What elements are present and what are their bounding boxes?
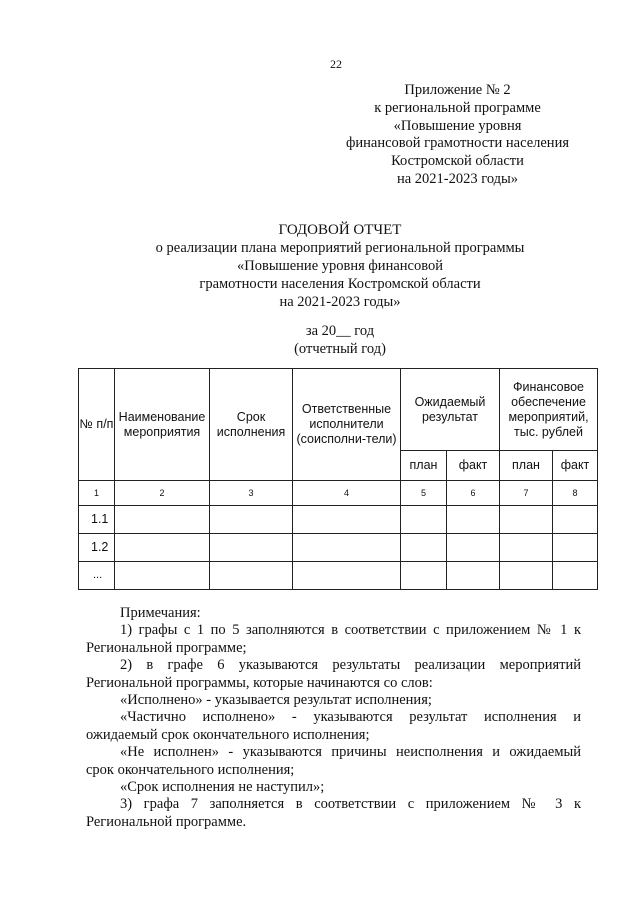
header-expected-fact: факт bbox=[447, 451, 500, 481]
column-number: 2 bbox=[115, 481, 210, 506]
period-line: за 20__ год bbox=[305, 323, 375, 339]
table-cell bbox=[401, 506, 447, 534]
report-subtitle-line: грамотности населения Костромской области bbox=[199, 276, 481, 292]
report-main-title: ГОДОВОЙ ОТЧЕТ bbox=[278, 222, 402, 238]
appendix-line: финансовой грамотности населения bbox=[345, 135, 569, 152]
note-line: 1) графы с 1 по 5 заполняются в соответствии с приложением № 1 к bbox=[120, 622, 581, 639]
table-cell bbox=[447, 506, 500, 534]
row-number: 1.1 bbox=[79, 506, 115, 534]
header-num: № п/п bbox=[79, 369, 115, 481]
table-cell bbox=[115, 506, 210, 534]
table-cell bbox=[210, 506, 293, 534]
note-line: «Срок исполнения не наступил»; bbox=[120, 779, 325, 796]
notes-section bbox=[86, 605, 581, 831]
table-cell bbox=[447, 534, 500, 562]
table-row bbox=[79, 534, 598, 562]
header-finance: Финансовое обеспечение мероприятий, тыс. рублей bbox=[500, 369, 598, 451]
table-cell bbox=[401, 562, 447, 590]
note-line: 3) графа 7 заполняется в соответствии с приложением № 3 к bbox=[120, 796, 581, 813]
header-executors: Ответственные исполнители (соисполни-тели) bbox=[293, 369, 401, 481]
table-cell bbox=[210, 534, 293, 562]
note-line: срок окончательного исполнения; bbox=[86, 761, 295, 778]
column-number: 5 bbox=[401, 481, 447, 506]
column-number: 3 bbox=[210, 481, 293, 506]
note-line: ожидаемый срок окончательного исполнения; bbox=[86, 726, 370, 743]
row-number: ... bbox=[79, 562, 115, 590]
table-cell bbox=[210, 562, 293, 590]
note-line: Региональной программе; bbox=[86, 639, 247, 656]
header-term: Срок исполнения bbox=[210, 369, 293, 481]
table-cell bbox=[553, 534, 598, 562]
note-line: «Исполнено» - указывается результат исполнения; bbox=[120, 692, 432, 709]
table-cell bbox=[115, 562, 210, 590]
page-number: 22 bbox=[330, 57, 342, 71]
column-number: 6 bbox=[447, 481, 500, 506]
table-cell bbox=[115, 534, 210, 562]
note-line: 2) в графе 6 указываются результаты реализации мероприятий bbox=[120, 657, 581, 674]
table-cell bbox=[293, 562, 401, 590]
header-finance-fact: факт bbox=[553, 451, 598, 481]
column-number: 7 bbox=[500, 481, 553, 506]
table-row bbox=[79, 562, 598, 590]
notes-heading: Примечания: bbox=[120, 605, 201, 621]
appendix-line: Костромской области bbox=[391, 153, 524, 170]
table-cell bbox=[500, 562, 553, 590]
report-subtitle-line: о реализации плана мероприятий региональной программы bbox=[155, 240, 525, 256]
appendix-line: к региональной программе bbox=[374, 99, 541, 116]
note-line: «Не исполнен» - указываются причины неисполнения и ожидаемый bbox=[120, 744, 581, 761]
note-line: «Частично исполнено» - указываются результат исполнения и bbox=[120, 709, 581, 726]
table-cell bbox=[553, 562, 598, 590]
note-line: Региональной программы, которые начинаются со слов: bbox=[86, 674, 433, 691]
appendix-line: «Повышение уровня bbox=[393, 117, 522, 134]
column-number: 1 bbox=[79, 481, 115, 506]
table-cell bbox=[553, 506, 598, 534]
appendix-header bbox=[330, 82, 585, 189]
table-cell bbox=[293, 534, 401, 562]
appendix-line: на 2021-2023 годы» bbox=[396, 170, 519, 187]
report-period bbox=[60, 322, 620, 358]
report-subtitle-line: на 2021-2023 годы» bbox=[279, 294, 401, 310]
header-expected-plan: план bbox=[401, 451, 447, 481]
table-cell bbox=[500, 506, 553, 534]
row-number: 1.2 bbox=[79, 534, 115, 562]
header-expected-result: Ожидаемый результат bbox=[401, 369, 500, 451]
period-caption: (отчетный год) bbox=[294, 341, 386, 357]
column-numbers-row bbox=[79, 481, 598, 506]
table-cell bbox=[500, 534, 553, 562]
report-subtitle-line: «Повышение уровня финансовой bbox=[237, 258, 443, 274]
header-finance-plan: план bbox=[500, 451, 553, 481]
report-title bbox=[60, 221, 620, 311]
table-cell bbox=[447, 562, 500, 590]
table-cell bbox=[293, 506, 401, 534]
table-row bbox=[79, 506, 598, 534]
report-table bbox=[78, 368, 598, 590]
note-line: Региональной программе. bbox=[86, 813, 247, 830]
column-number: 4 bbox=[293, 481, 401, 506]
table-cell bbox=[401, 534, 447, 562]
header-name: Наименование мероприятия bbox=[115, 369, 210, 481]
appendix-line: Приложение № 2 bbox=[404, 82, 511, 98]
column-number: 8 bbox=[553, 481, 598, 506]
